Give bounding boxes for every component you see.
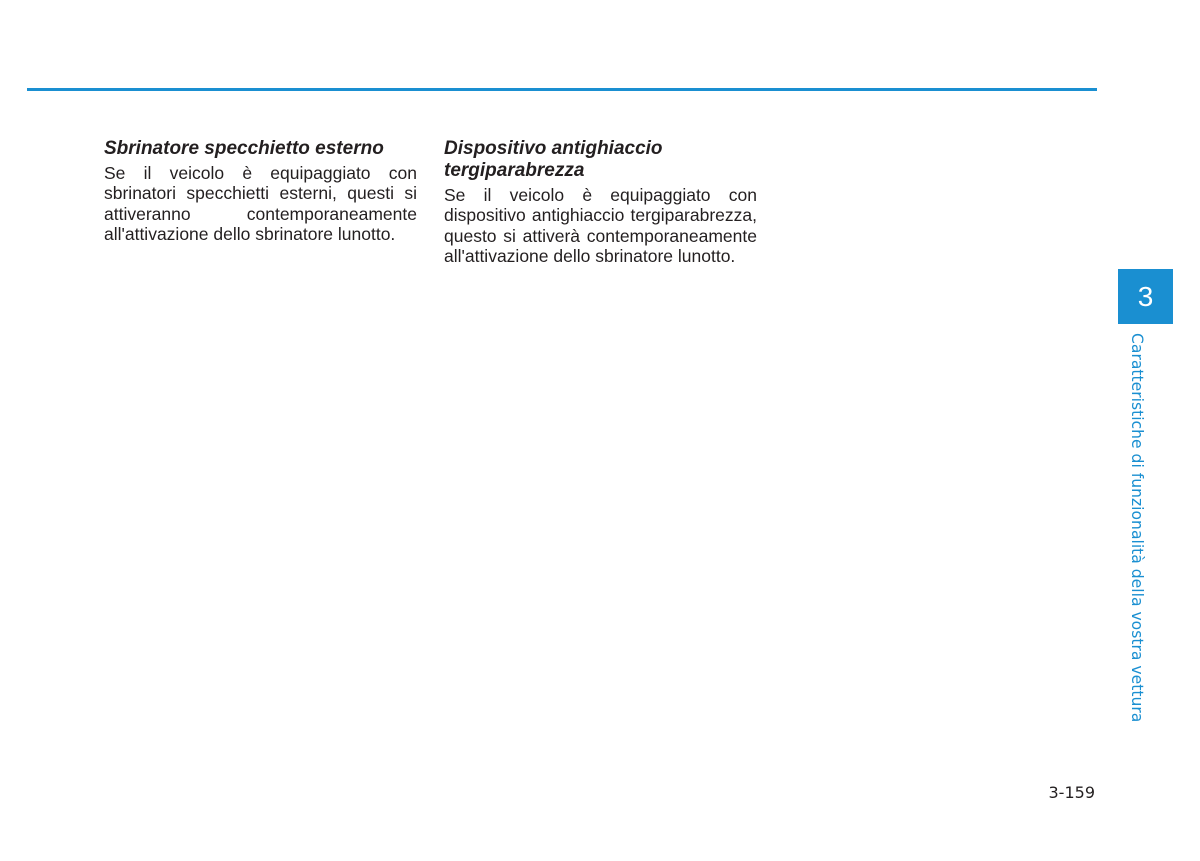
section-heading <box>444 138 757 182</box>
section-heading-line2: tergiparabrezza <box>444 160 585 181</box>
section-body: Se il veicolo è equipaggiato con sbrinatori specchietti esterni, questi si attiveranno contemporaneamente all'attivazione dello sbrinatore lunotto. <box>104 163 417 244</box>
chapter-number-tab: 3 <box>1118 269 1173 324</box>
page-number: 3-159 <box>1048 783 1095 802</box>
header-rule <box>27 88 1097 91</box>
section-wiper-deicer <box>444 138 757 266</box>
section-heading: Sbrinatore specchietto esterno <box>104 138 384 159</box>
section-heading-line1: Dispositivo antighiaccio <box>444 138 663 159</box>
section-body: Se il veicolo è equipaggiato con dispositivo antighiaccio tergiparabrezza, questo si attiverà contemporaneamente all'attivazione dello sbrinatore lunotto. <box>444 185 757 266</box>
section-mirror-defroster <box>104 138 417 244</box>
chapter-title: Caratteristiche di funzionalità della vostra vettura <box>1128 333 1146 723</box>
